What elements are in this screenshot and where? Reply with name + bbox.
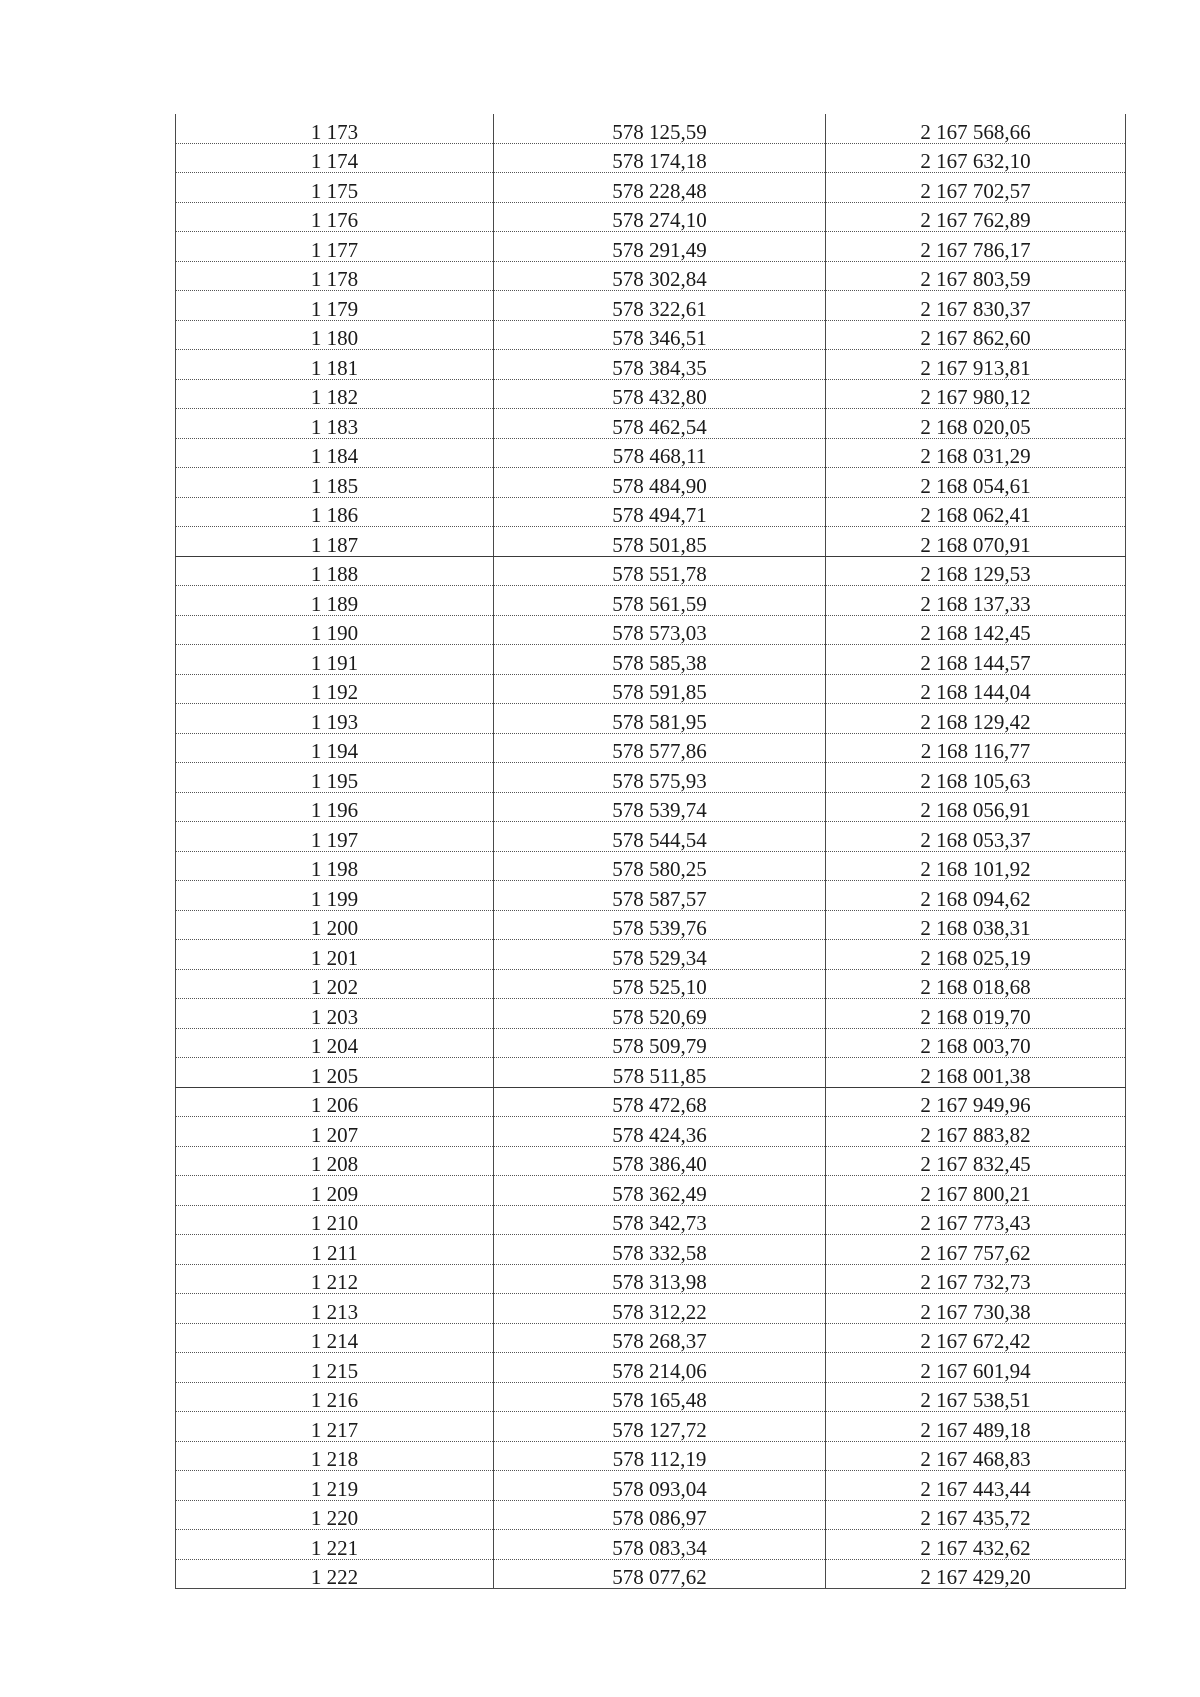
y-coordinate-cell: 2 167 762,89 bbox=[826, 202, 1126, 232]
point-number-cell: 1 187 bbox=[176, 527, 494, 557]
point-number-cell: 1 181 bbox=[176, 350, 494, 380]
y-coordinate-cell: 2 167 883,82 bbox=[826, 1117, 1126, 1147]
table-row bbox=[176, 114, 1126, 143]
x-coordinate-cell: 578 165,48 bbox=[494, 1382, 826, 1412]
y-coordinate-cell: 2 168 142,45 bbox=[826, 615, 1126, 645]
y-coordinate-cell: 2 168 025,19 bbox=[826, 940, 1126, 970]
table-row bbox=[176, 468, 1126, 498]
y-coordinate-cell: 2 167 913,81 bbox=[826, 350, 1126, 380]
table-row bbox=[176, 1382, 1126, 1412]
point-number-cell: 1 185 bbox=[176, 468, 494, 498]
x-coordinate-cell: 578 077,62 bbox=[494, 1559, 826, 1589]
coordinates-table bbox=[175, 114, 1126, 1589]
table-row bbox=[176, 1441, 1126, 1471]
table-row bbox=[176, 1028, 1126, 1058]
y-coordinate-cell: 2 167 702,57 bbox=[826, 173, 1126, 203]
y-coordinate-cell: 2 168 003,70 bbox=[826, 1028, 1126, 1058]
point-number-cell: 1 188 bbox=[176, 556, 494, 586]
x-coordinate-cell: 578 384,35 bbox=[494, 350, 826, 380]
coordinates-table-body bbox=[176, 114, 1126, 1589]
point-number-cell: 1 199 bbox=[176, 881, 494, 911]
table-row bbox=[176, 232, 1126, 262]
point-number-cell: 1 204 bbox=[176, 1028, 494, 1058]
point-number-cell: 1 176 bbox=[176, 202, 494, 232]
table-row bbox=[176, 674, 1126, 704]
point-number-cell: 1 212 bbox=[176, 1264, 494, 1294]
point-number-cell: 1 189 bbox=[176, 586, 494, 616]
x-coordinate-cell: 578 529,34 bbox=[494, 940, 826, 970]
y-coordinate-cell: 2 168 101,92 bbox=[826, 851, 1126, 881]
point-number-cell: 1 201 bbox=[176, 940, 494, 970]
point-number-cell: 1 214 bbox=[176, 1323, 494, 1353]
x-coordinate-cell: 578 509,79 bbox=[494, 1028, 826, 1058]
point-number-cell: 1 182 bbox=[176, 379, 494, 409]
y-coordinate-cell: 2 168 116,77 bbox=[826, 733, 1126, 763]
point-number-cell: 1 179 bbox=[176, 291, 494, 321]
y-coordinate-cell: 2 168 062,41 bbox=[826, 497, 1126, 527]
y-coordinate-cell: 2 168 054,61 bbox=[826, 468, 1126, 498]
x-coordinate-cell: 578 083,34 bbox=[494, 1530, 826, 1560]
y-coordinate-cell: 2 167 949,96 bbox=[826, 1087, 1126, 1117]
y-coordinate-cell: 2 167 862,60 bbox=[826, 320, 1126, 350]
table-row bbox=[176, 1205, 1126, 1235]
x-coordinate-cell: 578 484,90 bbox=[494, 468, 826, 498]
y-coordinate-cell: 2 167 773,43 bbox=[826, 1205, 1126, 1235]
y-coordinate-cell: 2 168 070,91 bbox=[826, 527, 1126, 557]
table-row bbox=[176, 704, 1126, 734]
point-number-cell: 1 191 bbox=[176, 645, 494, 675]
point-number-cell: 1 193 bbox=[176, 704, 494, 734]
point-number-cell: 1 190 bbox=[176, 615, 494, 645]
x-coordinate-cell: 578 127,72 bbox=[494, 1412, 826, 1442]
y-coordinate-cell: 2 168 105,63 bbox=[826, 763, 1126, 793]
y-coordinate-cell: 2 168 053,37 bbox=[826, 822, 1126, 852]
x-coordinate-cell: 578 573,03 bbox=[494, 615, 826, 645]
point-number-cell: 1 220 bbox=[176, 1500, 494, 1530]
table-row bbox=[176, 320, 1126, 350]
y-coordinate-cell: 2 168 137,33 bbox=[826, 586, 1126, 616]
table-row bbox=[176, 1294, 1126, 1324]
table-row bbox=[176, 822, 1126, 852]
x-coordinate-cell: 578 332,58 bbox=[494, 1235, 826, 1265]
table-row bbox=[176, 645, 1126, 675]
x-coordinate-cell: 578 462,54 bbox=[494, 409, 826, 439]
point-number-cell: 1 196 bbox=[176, 792, 494, 822]
point-number-cell: 1 177 bbox=[176, 232, 494, 262]
table-row bbox=[176, 1058, 1126, 1088]
point-number-cell: 1 213 bbox=[176, 1294, 494, 1324]
table-row bbox=[176, 999, 1126, 1029]
point-number-cell: 1 186 bbox=[176, 497, 494, 527]
x-coordinate-cell: 578 125,59 bbox=[494, 114, 826, 143]
x-coordinate-cell: 578 228,48 bbox=[494, 173, 826, 203]
point-number-cell: 1 221 bbox=[176, 1530, 494, 1560]
table-row bbox=[176, 1471, 1126, 1501]
point-number-cell: 1 215 bbox=[176, 1353, 494, 1383]
point-number-cell: 1 173 bbox=[176, 114, 494, 143]
y-coordinate-cell: 2 168 019,70 bbox=[826, 999, 1126, 1029]
x-coordinate-cell: 578 468,11 bbox=[494, 438, 826, 468]
table-row bbox=[176, 615, 1126, 645]
x-coordinate-cell: 578 312,22 bbox=[494, 1294, 826, 1324]
y-coordinate-cell: 2 167 568,66 bbox=[826, 114, 1126, 143]
y-coordinate-cell: 2 167 432,62 bbox=[826, 1530, 1126, 1560]
x-coordinate-cell: 578 432,80 bbox=[494, 379, 826, 409]
x-coordinate-cell: 578 580,25 bbox=[494, 851, 826, 881]
x-coordinate-cell: 578 291,49 bbox=[494, 232, 826, 262]
x-coordinate-cell: 578 539,76 bbox=[494, 910, 826, 940]
table-row bbox=[176, 910, 1126, 940]
x-coordinate-cell: 578 313,98 bbox=[494, 1264, 826, 1294]
table-row bbox=[176, 969, 1126, 999]
table-row bbox=[176, 1235, 1126, 1265]
x-coordinate-cell: 578 494,71 bbox=[494, 497, 826, 527]
table-row bbox=[176, 1530, 1126, 1560]
point-number-cell: 1 205 bbox=[176, 1058, 494, 1088]
x-coordinate-cell: 578 086,97 bbox=[494, 1500, 826, 1530]
y-coordinate-cell: 2 167 803,59 bbox=[826, 261, 1126, 291]
y-coordinate-cell: 2 167 832,45 bbox=[826, 1146, 1126, 1176]
point-number-cell: 1 174 bbox=[176, 143, 494, 173]
y-coordinate-cell: 2 167 732,73 bbox=[826, 1264, 1126, 1294]
y-coordinate-cell: 2 167 786,17 bbox=[826, 232, 1126, 262]
y-coordinate-cell: 2 167 757,62 bbox=[826, 1235, 1126, 1265]
table-row bbox=[176, 881, 1126, 911]
point-number-cell: 1 202 bbox=[176, 969, 494, 999]
table-row bbox=[176, 851, 1126, 881]
point-number-cell: 1 195 bbox=[176, 763, 494, 793]
y-coordinate-cell: 2 167 468,83 bbox=[826, 1441, 1126, 1471]
point-number-cell: 1 192 bbox=[176, 674, 494, 704]
table-row bbox=[176, 409, 1126, 439]
x-coordinate-cell: 578 346,51 bbox=[494, 320, 826, 350]
x-coordinate-cell: 578 112,19 bbox=[494, 1441, 826, 1471]
y-coordinate-cell: 2 168 031,29 bbox=[826, 438, 1126, 468]
table-row bbox=[176, 497, 1126, 527]
table-row bbox=[176, 792, 1126, 822]
y-coordinate-cell: 2 167 538,51 bbox=[826, 1382, 1126, 1412]
x-coordinate-cell: 578 322,61 bbox=[494, 291, 826, 321]
x-coordinate-cell: 578 268,37 bbox=[494, 1323, 826, 1353]
point-number-cell: 1 206 bbox=[176, 1087, 494, 1117]
table-row bbox=[176, 350, 1126, 380]
table-row bbox=[176, 202, 1126, 232]
y-coordinate-cell: 2 167 980,12 bbox=[826, 379, 1126, 409]
table-row bbox=[176, 291, 1126, 321]
x-coordinate-cell: 578 342,73 bbox=[494, 1205, 826, 1235]
table-row bbox=[176, 1559, 1126, 1589]
table-row bbox=[176, 438, 1126, 468]
table-row bbox=[176, 1353, 1126, 1383]
y-coordinate-cell: 2 167 489,18 bbox=[826, 1412, 1126, 1442]
point-number-cell: 1 178 bbox=[176, 261, 494, 291]
x-coordinate-cell: 578 587,57 bbox=[494, 881, 826, 911]
x-coordinate-cell: 578 520,69 bbox=[494, 999, 826, 1029]
point-number-cell: 1 211 bbox=[176, 1235, 494, 1265]
x-coordinate-cell: 578 551,78 bbox=[494, 556, 826, 586]
table-row bbox=[176, 1176, 1126, 1206]
x-coordinate-cell: 578 093,04 bbox=[494, 1471, 826, 1501]
x-coordinate-cell: 578 174,18 bbox=[494, 143, 826, 173]
table-row bbox=[176, 379, 1126, 409]
x-coordinate-cell: 578 561,59 bbox=[494, 586, 826, 616]
y-coordinate-cell: 2 167 435,72 bbox=[826, 1500, 1126, 1530]
y-coordinate-cell: 2 168 001,38 bbox=[826, 1058, 1126, 1088]
x-coordinate-cell: 578 386,40 bbox=[494, 1146, 826, 1176]
x-coordinate-cell: 578 424,36 bbox=[494, 1117, 826, 1147]
point-number-cell: 1 180 bbox=[176, 320, 494, 350]
table-row bbox=[176, 1146, 1126, 1176]
x-coordinate-cell: 578 302,84 bbox=[494, 261, 826, 291]
point-number-cell: 1 203 bbox=[176, 999, 494, 1029]
table-row bbox=[176, 733, 1126, 763]
y-coordinate-cell: 2 167 672,42 bbox=[826, 1323, 1126, 1353]
x-coordinate-cell: 578 581,95 bbox=[494, 704, 826, 734]
point-number-cell: 1 183 bbox=[176, 409, 494, 439]
y-coordinate-cell: 2 168 056,91 bbox=[826, 792, 1126, 822]
y-coordinate-cell: 2 168 020,05 bbox=[826, 409, 1126, 439]
x-coordinate-cell: 578 585,38 bbox=[494, 645, 826, 675]
y-coordinate-cell: 2 167 601,94 bbox=[826, 1353, 1126, 1383]
table-row bbox=[176, 1087, 1126, 1117]
x-coordinate-cell: 578 501,85 bbox=[494, 527, 826, 557]
point-number-cell: 1 197 bbox=[176, 822, 494, 852]
x-coordinate-cell: 578 544,54 bbox=[494, 822, 826, 852]
table-row bbox=[176, 143, 1126, 173]
table-row bbox=[176, 261, 1126, 291]
y-coordinate-cell: 2 167 632,10 bbox=[826, 143, 1126, 173]
x-coordinate-cell: 578 274,10 bbox=[494, 202, 826, 232]
point-number-cell: 1 209 bbox=[176, 1176, 494, 1206]
y-coordinate-cell: 2 167 830,37 bbox=[826, 291, 1126, 321]
point-number-cell: 1 218 bbox=[176, 1441, 494, 1471]
point-number-cell: 1 175 bbox=[176, 173, 494, 203]
point-number-cell: 1 208 bbox=[176, 1146, 494, 1176]
y-coordinate-cell: 2 168 144,04 bbox=[826, 674, 1126, 704]
table-row bbox=[176, 1117, 1126, 1147]
y-coordinate-cell: 2 167 800,21 bbox=[826, 1176, 1126, 1206]
x-coordinate-cell: 578 539,74 bbox=[494, 792, 826, 822]
point-number-cell: 1 207 bbox=[176, 1117, 494, 1147]
table-row bbox=[176, 527, 1126, 557]
x-coordinate-cell: 578 577,86 bbox=[494, 733, 826, 763]
y-coordinate-cell: 2 167 730,38 bbox=[826, 1294, 1126, 1324]
point-number-cell: 1 216 bbox=[176, 1382, 494, 1412]
y-coordinate-cell: 2 168 129,53 bbox=[826, 556, 1126, 586]
table-row bbox=[176, 1412, 1126, 1442]
table-row bbox=[176, 940, 1126, 970]
point-number-cell: 1 222 bbox=[176, 1559, 494, 1589]
point-number-cell: 1 184 bbox=[176, 438, 494, 468]
table-row bbox=[176, 1264, 1126, 1294]
point-number-cell: 1 210 bbox=[176, 1205, 494, 1235]
x-coordinate-cell: 578 511,85 bbox=[494, 1058, 826, 1088]
x-coordinate-cell: 578 362,49 bbox=[494, 1176, 826, 1206]
y-coordinate-cell: 2 168 018,68 bbox=[826, 969, 1126, 999]
table-row bbox=[176, 763, 1126, 793]
point-number-cell: 1 219 bbox=[176, 1471, 494, 1501]
table-row bbox=[176, 1323, 1126, 1353]
table-row bbox=[176, 556, 1126, 586]
y-coordinate-cell: 2 168 094,62 bbox=[826, 881, 1126, 911]
y-coordinate-cell: 2 167 443,44 bbox=[826, 1471, 1126, 1501]
y-coordinate-cell: 2 167 429,20 bbox=[826, 1559, 1126, 1589]
table-row bbox=[176, 173, 1126, 203]
table-row bbox=[176, 1500, 1126, 1530]
x-coordinate-cell: 578 214,06 bbox=[494, 1353, 826, 1383]
table-row bbox=[176, 586, 1126, 616]
point-number-cell: 1 198 bbox=[176, 851, 494, 881]
point-number-cell: 1 200 bbox=[176, 910, 494, 940]
x-coordinate-cell: 578 525,10 bbox=[494, 969, 826, 999]
point-number-cell: 1 194 bbox=[176, 733, 494, 763]
x-coordinate-cell: 578 575,93 bbox=[494, 763, 826, 793]
y-coordinate-cell: 2 168 038,31 bbox=[826, 910, 1126, 940]
x-coordinate-cell: 578 472,68 bbox=[494, 1087, 826, 1117]
y-coordinate-cell: 2 168 144,57 bbox=[826, 645, 1126, 675]
y-coordinate-cell: 2 168 129,42 bbox=[826, 704, 1126, 734]
point-number-cell: 1 217 bbox=[176, 1412, 494, 1442]
x-coordinate-cell: 578 591,85 bbox=[494, 674, 826, 704]
